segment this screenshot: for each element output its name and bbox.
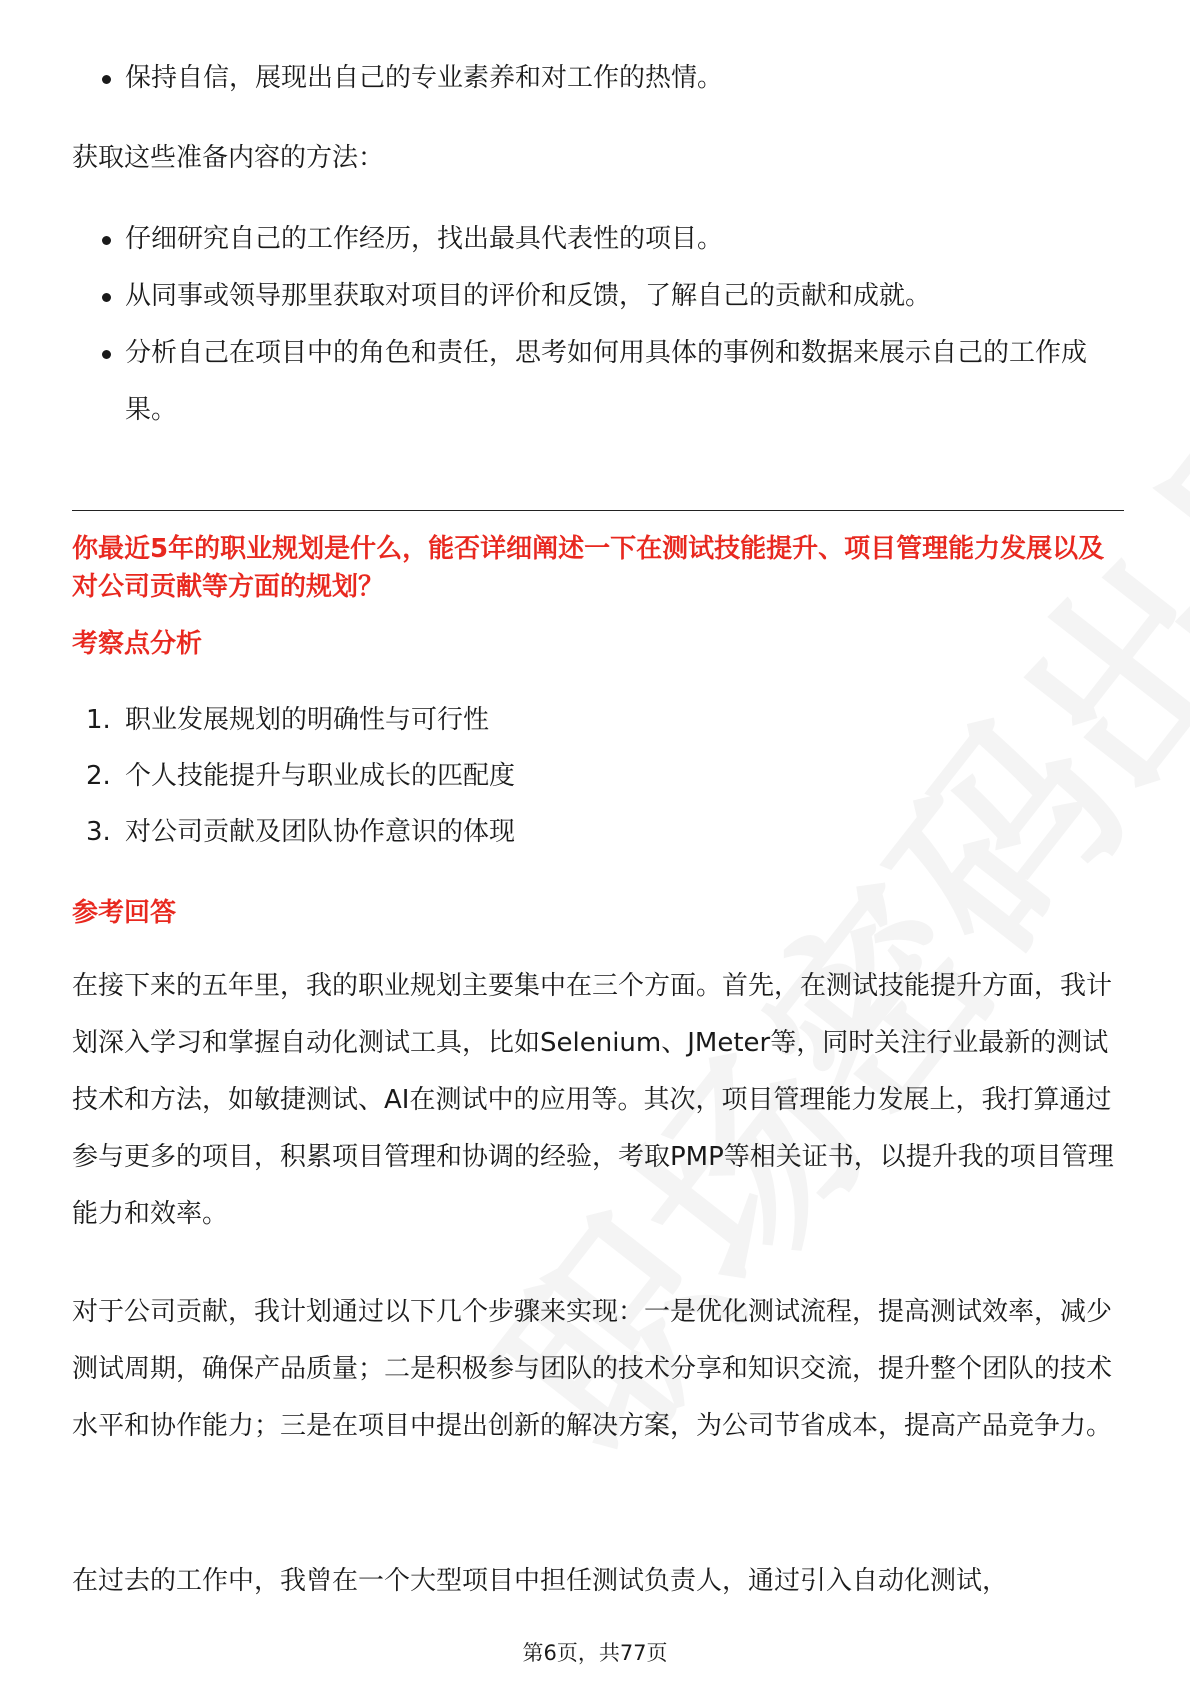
section-divider <box>72 510 1124 511</box>
methods-intro: 获取这些准备内容的方法： <box>72 143 385 173</box>
list-item: 3. 对公司贡献及团队协作意识的体现 <box>86 817 516 847</box>
list-item: 分析自己在项目中的角色和责任，思考如何用具体的事例和数据来展示自己的工作成果。 <box>72 325 1124 439</box>
document-page <box>72 0 1124 1684</box>
bullet-icon <box>102 236 111 245</box>
question-title: 你最近5年的职业规划是什么，能否详细阐述一下在测试技能提升、项目管理能力发展以及对公司贡献等方面的规划？ <box>72 534 1105 602</box>
answer-paragraph: 在过去的工作中，我曾在一个大型项目中担任测试负责人，通过引入自动化测试， <box>72 1566 1009 1596</box>
bullet-icon <box>102 293 111 302</box>
answer-paragraph: 对于公司贡献，我计划通过以下几个步骤来实现：一是优化测试流程，提高测试效率，减少测试周期，确保产品质量；二是积极参与团队的技术分享和知识交流，提升整个团队的技术水平和协作能力；三是在项目中提出创新的解决方案，为公司节省成本，提高产品竞争力。 <box>72 1297 1113 1441</box>
list-item: 1. 职业发展规划的明确性与可行性 <box>86 705 490 735</box>
analysis-heading: 考察点分析 <box>72 629 203 659</box>
analysis-list <box>72 692 1124 860</box>
list-item: 仔细研究自己的工作经历，找出最具代表性的项目。 <box>72 211 1124 268</box>
list-item: 从同事或领导那里获取对项目的评价和反馈，了解自己的贡献和成就。 <box>72 268 1124 325</box>
method-bullet-list <box>72 211 1124 439</box>
bullet-icon <box>102 350 111 359</box>
list-item: 保持自信，展现出自己的专业素养和对工作的热情。 <box>72 50 1124 107</box>
answer-heading: 参考回答 <box>72 898 177 928</box>
answer-paragraph: 在接下来的五年里，我的职业规划主要集中在三个方面。首先，在测试技能提升方面，我计划深入学习和掌握自动化测试工具，比如Selenium、JMeter等，同时关注行业最新的测试技术和方法，如敏捷测试、AI在测试中的应用等。其次，项目管理能力发展上，我打算通过参与更多的项目，积累项目管理和协调的经验，考取PMP等相关证书，以提升我的项目管理能力和效率。 <box>72 971 1114 1229</box>
top-bullet-list <box>72 50 1124 107</box>
bullet-icon <box>102 75 111 84</box>
page-number-footer: 第6页，共77页 <box>522 1641 668 1665</box>
list-item: 2. 个人技能提升与职业成长的匹配度 <box>86 761 516 791</box>
